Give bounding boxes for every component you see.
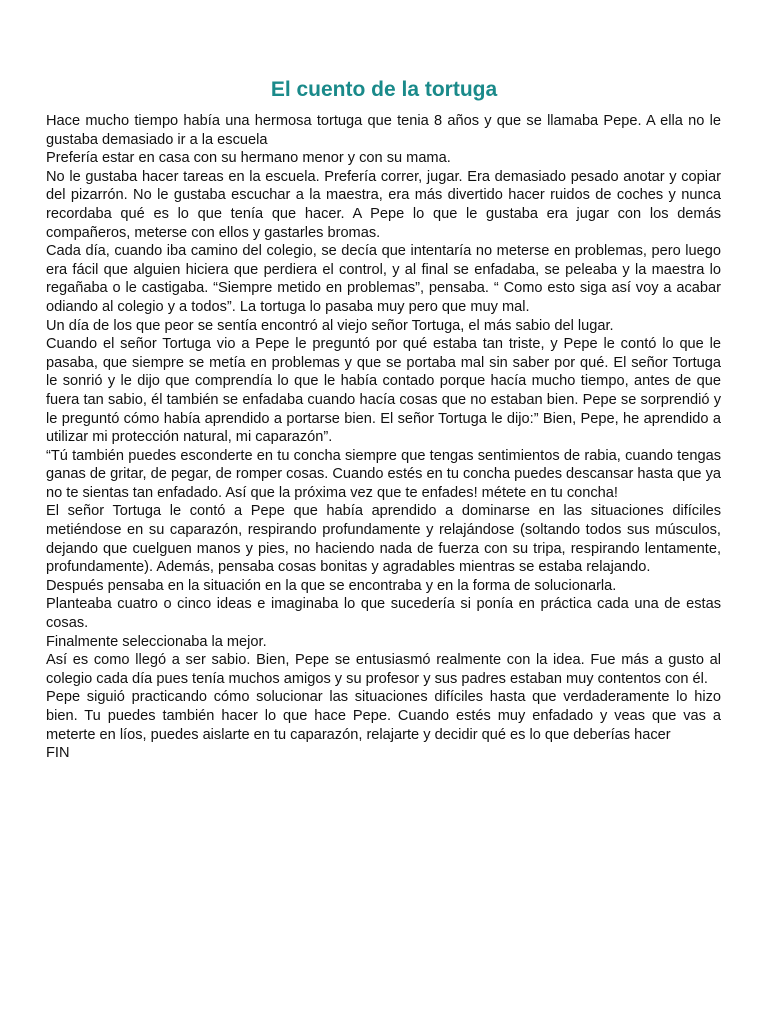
paragraph-12: Así es como llegó a ser sabio. Bien, Pepe se entusiasmó realmente con la idea. Fue más a gusto al colegio cada día pues tenía muchos amigos y su profesor y sus padres estaban muy contentos con él.: [46, 652, 721, 687]
document-body: [46, 112, 721, 763]
paragraph-8: El señor Tortuga le contó a Pepe que había aprendido a dominarse en las situaciones difíciles metiéndose en su caparazón, respirando profundamente y relajándose (soltando todos sus músculos, dejando que cuelguen manos y pies, no haciendo nada de fuerza con su tripa, respirando lentamente, profundamente). Además, pensaba cosas bonitas y agradables mientras se estaba relajando.: [46, 503, 721, 576]
paragraph-13: Pepe siguió practicando cómo solucionar las situaciones difíciles hasta que verdaderamente lo hizo bien. Tu puedes también hacer lo que hace Pepe. Cuando estés muy enfadado y veas que vas a meterte en líos, puedes aislarte en tu caparazón, relajarte y decidir qué es lo que deberías hacer: [46, 689, 721, 743]
paragraph-2: Prefería estar en casa con su hermano menor y con su mama.: [46, 150, 451, 167]
paragraph-7: “Tú también puedes esconderte en tu concha siempre que tengas sentimientos de rabia, cuando tengas ganas de gritar, de pegar, de romper cosas. Cuando estés en tu concha puedes descansar hasta que ya no te sientas tan enfadado. Así que la próxima vez que te enfades! métete en tu concha!: [46, 447, 722, 501]
paragraph-4: Cada día, cuando iba camino del colegio, se decía que intentaría no meterse en problemas, pero luego era fácil que alguien hiciera que perdiera el control, y al final se enfadaba, se peleaba y la maestra lo regañaba o le castigaba. “Siempre metido en problemas”, pensaba. “ Como esto siga así voy a acabar odiando al colegio y a todos”. La tortuga lo pasaba muy pero que muy mal.: [46, 243, 721, 315]
end-marker: FIN: [46, 745, 70, 762]
document-title: El cuento de la tortuga: [270, 78, 498, 101]
paragraph-9: Después pensaba en la situación en la que se encontraba y en la forma de solucionarla.: [46, 577, 617, 594]
paragraph-5: Un día de los que peor se sentía encontró al viejo señor Tortuga, el más sabio del lugar.: [46, 317, 614, 334]
paragraph-3: No le gustaba hacer tareas en la escuela. Prefería correr, jugar. Era demasiado pesado anotar y copiar del pizarrón. No le gustaba escuchar a la maestra, era más divertido hacer ruidos de coches y nunca recordaba qué es lo que tenía que hacer. A Pepe lo que le gustaba era jugar con los demás compañeros, meterse con ellos y gastarles bromas.: [46, 168, 721, 241]
paragraph-6: Cuando el señor Tortuga vio a Pepe le preguntó por qué estaba tan triste, y Pepe le contó lo que le pasaba, que siempre se metía en problemas y que se portaba mal sin saber por qué. El señor Tortuga le sonrió y le dijo que comprendía lo que le había contado porque hacía mucho tiempo, antes de que fuera tan sabio, él también se enfadaba cuando hacía cosas que no estaban bien. Pepe se sorprendió y le preguntó cómo había aprendido a portarse bien. El señor Tortuga le dijo:” Bien, Pepe, he aprendido a utilizar mi protección natural, mi caparazón”.: [46, 336, 721, 446]
paragraph-11: Finalmente seleccionaba la mejor.: [46, 633, 267, 650]
paragraph-10: Planteaba cuatro o cinco ideas e imaginaba lo que sucedería si ponía en práctica cada una de estas cosas.: [46, 596, 721, 632]
paragraph-1: Hace mucho tiempo había una hermosa tortuga que tenia 8 años y que se llamaba Pepe. A ella no le gustaba demasiado ir a la escuela: [46, 113, 721, 148]
